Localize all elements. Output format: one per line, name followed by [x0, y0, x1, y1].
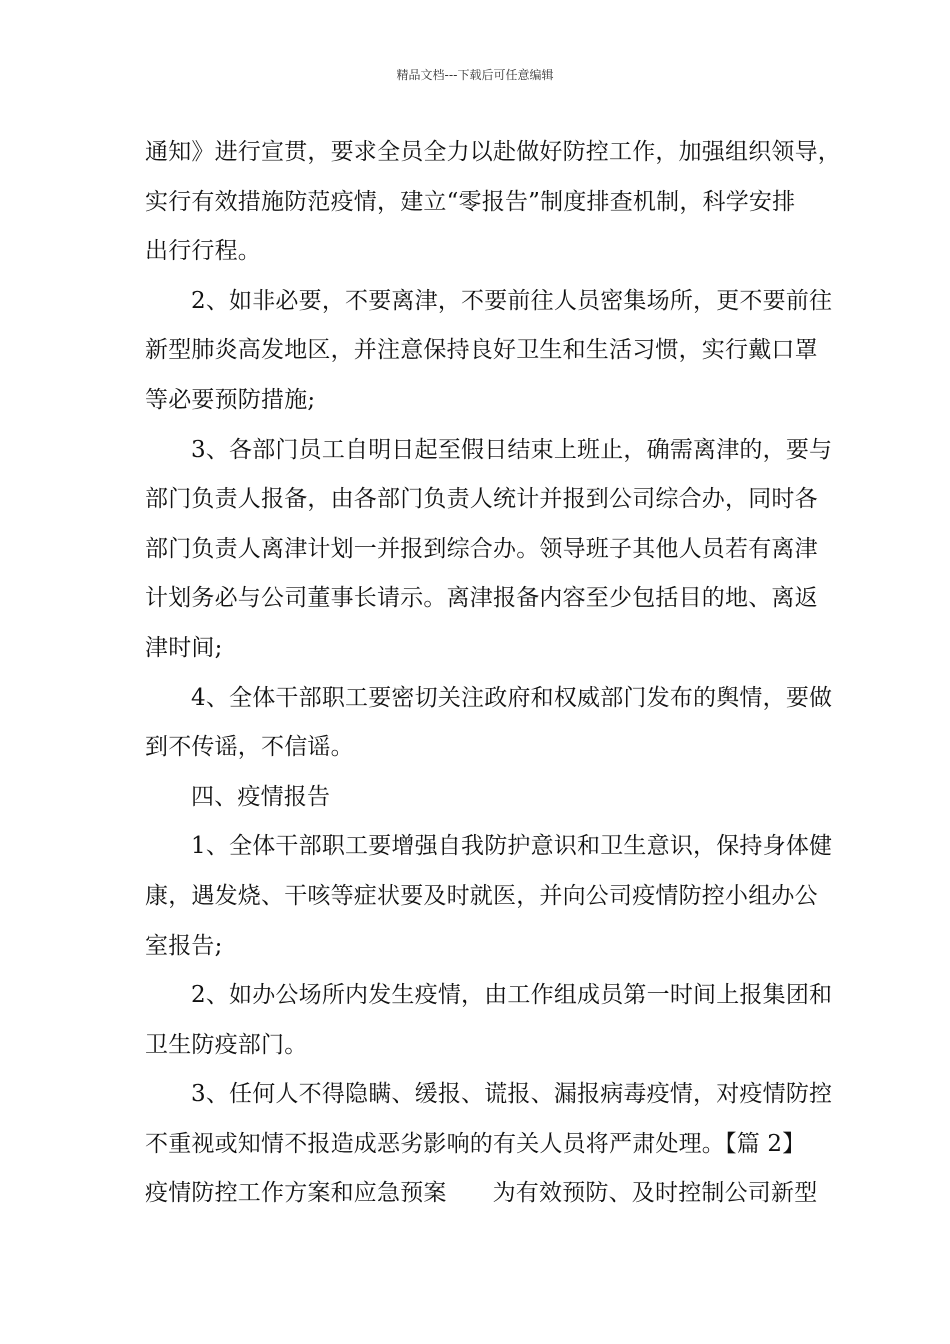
- paragraph-line: 到不传谣，不信谣。: [145, 734, 354, 761]
- paragraph-line: 4、全体干部职工要密切关注政府和权威部门发布的舆情，要做: [191, 684, 833, 711]
- section-title: 疫情防控工作方案和应急预案: [145, 1180, 447, 1207]
- paragraph-line: 3、任何人不得隐瞒、缓报、谎报、漏报病毒疫情，对疫情防控: [191, 1081, 833, 1108]
- section-heading: 四、疫情报告: [191, 783, 331, 810]
- page-header: 精品文档---下载后可任意编辑: [396, 68, 554, 82]
- paragraph-line: 1、全体干部职工要增强自我防护意识和卫生意识，保持身体健: [191, 833, 833, 860]
- paragraph-line: 2、如非必要，不要离津，不要前往人员密集场所，更不要前往: [191, 287, 833, 314]
- paragraph-line: 计划务必与公司董事长请示。离津报备内容至少包括目的地、离返: [145, 585, 818, 612]
- paragraph-line: 实行有效措施防范疫情，建立“零报告”制度排查机制，科学安排: [145, 188, 796, 215]
- paragraph-line: 2、如办公场所内发生疫情，由工作组成员第一时间上报集团和: [191, 982, 833, 1009]
- paragraph-line: 通知》进行宣贯，要求全员全力以赴做好防控工作，加强组织领导，: [145, 139, 841, 165]
- paragraph-line: 新型肺炎高发地区，并注意保持良好卫生和生活习惯，实行戴口罩: [145, 337, 818, 364]
- paragraph-line: 康，遇发烧、干咳等症状要及时就医，并向公司疫情防控小组办公: [145, 882, 818, 909]
- paragraph-line: 卫生防疫部门。: [145, 1031, 308, 1058]
- paragraph-line: [145, 1169, 818, 1219]
- paragraph-start: 为有效预防、及时控制公司新型: [492, 1180, 818, 1207]
- paragraph-line: 3、各部门员工自明日起至假日结束上班止，确需离津的，要与: [191, 436, 833, 463]
- paragraph-line: 部门负责人报备，由各部门负责人统计并报到公司综合办，同时各: [145, 486, 818, 513]
- paragraph-line: 部门负责人离津计划一并报到综合办。领导班子其他人员若有离津: [145, 535, 818, 562]
- paragraph-line: 等必要预防措施;: [145, 386, 316, 413]
- paragraph-line: 室报告;: [145, 932, 223, 959]
- paragraph-line: 不重视或知情不报造成恶劣影响的有关人员将严肃处理。【篇 2】: [145, 1130, 806, 1157]
- paragraph-line: 津时间;: [145, 634, 223, 661]
- paragraph-line: 出行行程。: [145, 238, 261, 265]
- document-body: [145, 128, 841, 1219]
